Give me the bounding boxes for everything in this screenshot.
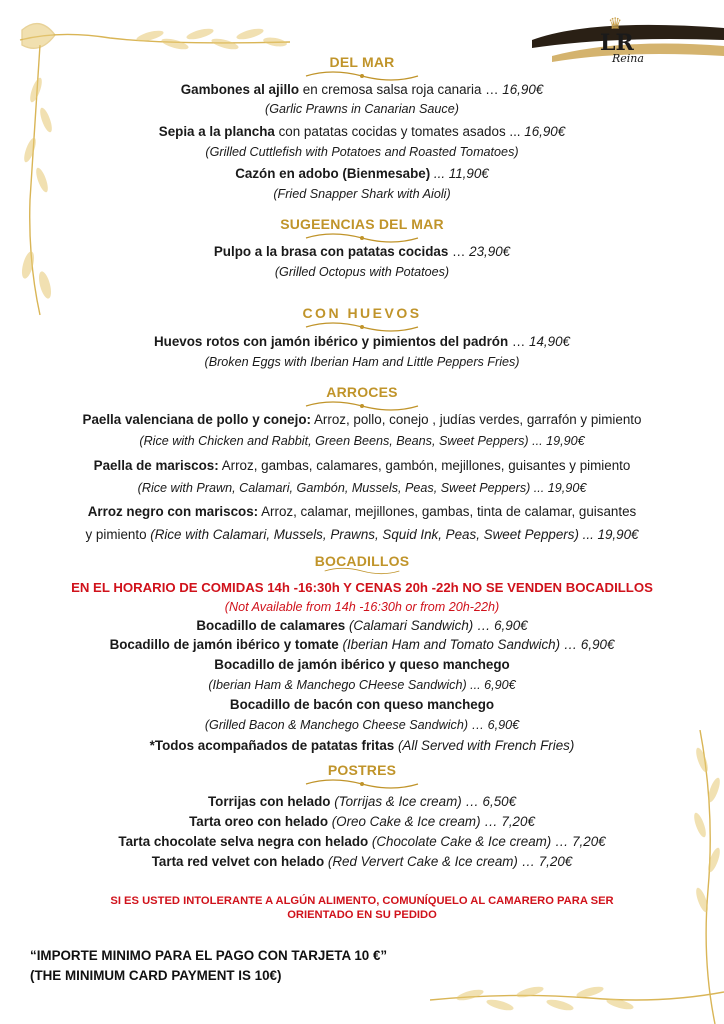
menu-item: Pulpo a la brasa con patatas cocidas … 23,90€ [213,244,511,259]
minimum-payment: “IMPORTE MINIMO PARA EL PAGO CON TARJETA 10 €” [30,948,388,963]
section-title-bocadillos: BOCADILLOS [314,553,410,569]
menu-item: Tarta oreo con helado (Oreo Cake & Ice cream) … 7,20€ [189,814,535,829]
menu-item: Arroz negro con mariscos: Arroz, calamar, mejillones, gambas, tinta de calamar, guisantes [87,504,637,519]
menu-item: Paella valenciana de pollo y conejo: Arroz, pollo, conejo , judías verdes, garrafón y pimiento [82,412,642,427]
menu-item: Bocadillo de calamares (Calamari Sandwich) … 6,90€ [196,618,528,633]
minimum-payment-en: (THE MINIMUM CARD PAYMENT IS 10€) [30,968,282,983]
menu-item-translation: (Grilled Cuttlefish with Potatoes and Roasted Tomatoes) [205,145,519,159]
allergy-notice: SI ES USTED INTOLERANTE A ALGÚN ALIMENTO, COMUNÍQUELO AL CAMARERO PARA SER ORIENTADO EN SU PEDIDO [110,895,614,921]
menu-item-translation: (Rice with Chicken and Rabbit, Green Beens, Beans, Sweet Peppers) ... 19,90€ [139,434,585,448]
menu-item-translation: (Fried Snapper Shark with Aioli) [273,187,451,201]
menu-item: Sepia a la plancha con patatas cocidas y tomates asados ... 16,90€ [158,124,566,139]
gold-flourish-icon [302,321,422,333]
menu-item: Paella de mariscos: Arroz, gambas, calamares, gambón, mejillones, guisantes y pimiento [93,458,631,473]
gold-flourish-icon [302,70,422,82]
menu-item-translation: (Iberian Ham & Manchego CHeese Sandwich) ... 6,90€ [208,678,516,692]
menu-item-translation: (Garlic Prawns in Canarian Sauce) [265,102,459,116]
menu-item-translation: (Grilled Octopus with Potatoes) [274,265,450,279]
menu-item: Tarta chocolate selva negra con helado (Chocolate Cake & Ice cream) … 7,20€ [118,834,606,849]
menu-item: Gambones al ajillo en cremosa salsa roja canaria … 16,90€ [180,82,544,97]
section-title-arroces: ARROCES [326,384,398,400]
gold-flourish-icon [302,232,422,244]
menu-item: Cazón en adobo (Bienmesabe) ... 11,90€ [235,166,489,181]
menu-item: Tarta red velvet con helado (Red Ververt Cake & Ice cream) … 7,20€ [151,854,573,869]
menu-item-translation: (Rice with Prawn, Calamari, Gambón, Mussels, Peas, Sweet Peppers) ... 19,90€ [137,481,587,495]
menu-item-translation: (Broken Eggs with Iberian Ham and Little Peppers Fries) [204,355,520,369]
section-title-con-huevos: CON HUEVOS [302,305,422,321]
menu-item-translation: y pimiento (Rice with Calamari, Mussels, Prawns, Squid Ink, Peas, Sweet Peppers) ... 19,90€ [85,527,639,542]
gold-flourish-icon [302,400,422,412]
gold-flourish-icon [302,778,422,790]
fries-note: *Todos acompañados de patatas fritas (All Served with French Fries) [149,738,575,753]
bocadillos-notice: EN EL HORARIO DE COMIDAS 14h -16:30h Y CENAS 20h -22h NO SE VENDEN BOCADILLOS [71,580,653,595]
gold-flourish-icon [302,567,422,575]
menu-item: Torrijas con helado (Torrijas & Ice cream) … 6,50€ [207,794,517,809]
menu-item: Bocadillo de jamón ibérico y queso manchego [214,657,510,672]
section-title-del-mar: DEL MAR [329,54,395,70]
logo-mark: LR [600,30,634,56]
menu-item: Bocadillo de bacón con queso manchego [229,697,495,712]
section-title-sugerencias: SUGEENCIAS DEL MAR [280,216,444,232]
bocadillos-notice-en: (Not Available from 14h -16:30h or from 20h-22h) [224,600,500,614]
menu-item-translation: (Grilled Bacon & Manchego Cheese Sandwich) … 6,90€ [204,718,520,732]
crown-icon: ♛ [608,16,623,33]
logo-text: Reina [612,52,644,65]
menu-item: Huevos rotos con jamón ibérico y pimientos del padrón … 14,90€ [154,334,570,349]
section-title-postres: POSTRES [327,762,397,778]
menu-item: Bocadillo de jamón ibérico y tomate (Iberian Ham and Tomato Sandwich) … 6,90€ [109,637,615,652]
